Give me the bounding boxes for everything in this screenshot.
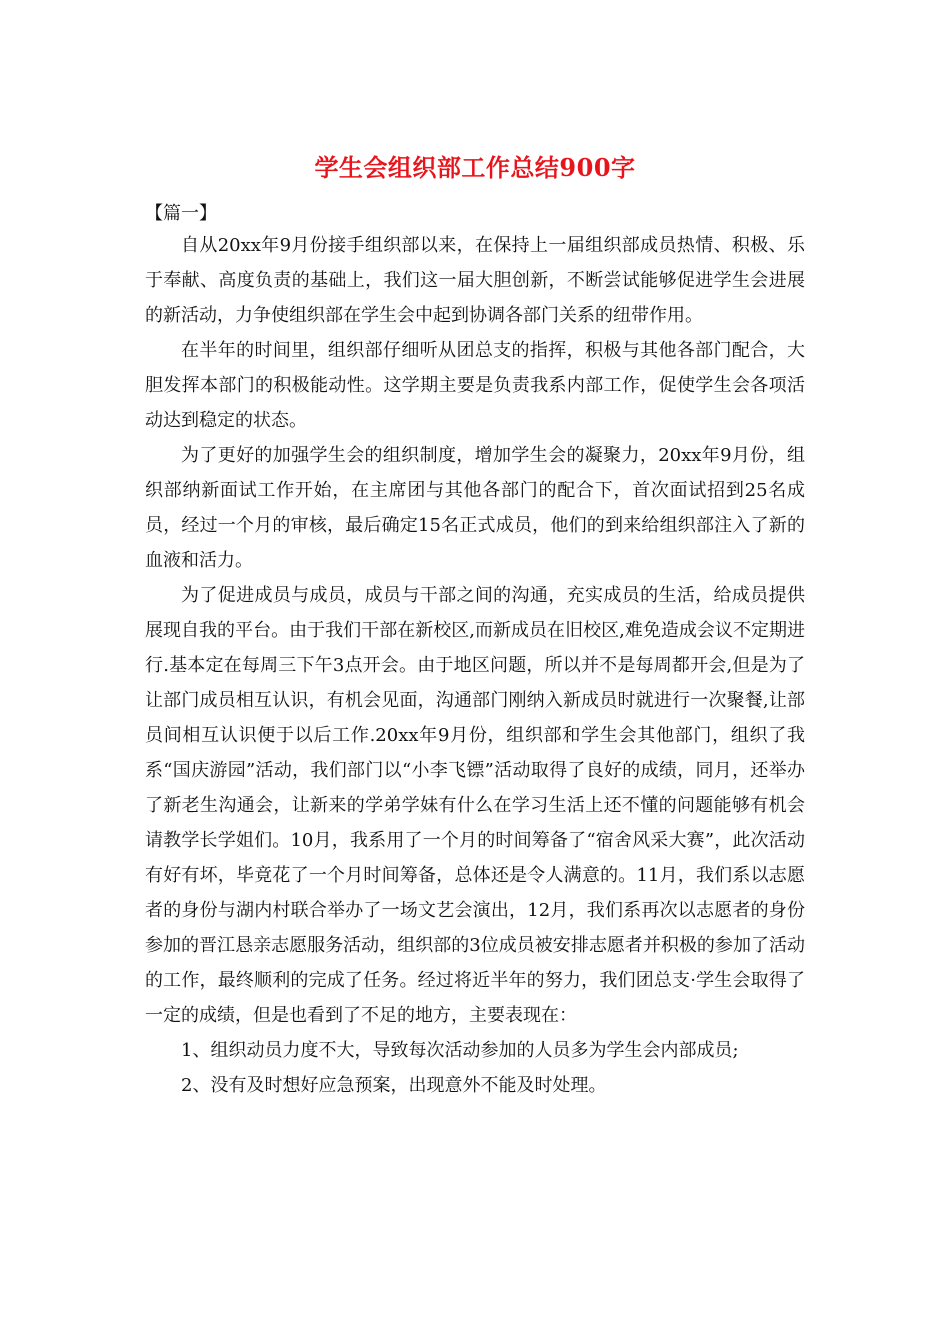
paragraph-1: 自从20xx年9月份接手组织部以来，在保持上一届组织部成员热情、积极、乐于奉献、高度负责的基础上，我们这一届大胆创新，不断尝试能够促进学生会进展的新活动，力争使组织部在学生会中起到协调各部门关系的纽带作用。: [145, 235, 805, 326]
paragraph-3: 为了更好的加强学生会的组织制度，增加学生会的凝聚力，20xx年9月份，组织部纳新面试工作开始，在主席团与其他各部门的配合下，首次面试招到25名成员，经过一个月的审核，最后确定15名正式成员，他们的到来给组织部注入了新的血液和活力。: [145, 445, 805, 571]
paragraph-2: 在半年的时间里，组织部仔细听从团总支的指挥，积极与其他各部门配合，大胆发挥本部门的积极能动性。这学期主要是负责我系内部工作，促使学生会各项活动达到稳定的状态。: [145, 340, 805, 431]
document-body: [145, 228, 805, 1103]
document-title: 学生会组织部工作总结900字: [314, 153, 636, 182]
paragraph-4: 为了促进成员与成员，成员与干部之间的沟通，充实成员的生活，给成员提供展现自我的平台。由于我们干部在新校区,而新成员在旧校区,难免造成会议不定期进行.基本定在每周三下午3点开会。由于地区问题，所以并不是每周都开会,但是为了让部门成员相互认识，有机会见面，沟通部门刚纳入新成员时就进行一次聚餐,让部员间相互认识便于以后工作.20xx年9月份，组织部和学生会其他部门，组织了我系“国庆游园”活动，我们部门以“小李飞镖”活动取得了良好的成绩，同月，还举办了新老生沟通会，让新来的学弟学妹有什么在学习生活上还不懂的问题能够有机会请教学长学姐们。10月，我系用了一个月的时间筹备了“宿舍风采大赛”，此次活动有好有坏，毕竟花了一个月时间筹备，总体还是令人满意的。11月，我们系以志愿者的身份与湖内村联合举办了一场文艺会演出，12月，我们系再次以志愿者的身份参加的晋江恳亲志愿服务活动，组织部的3位成员被安排志愿者并积极的参加了活动的工作，最终顺利的完成了任务。经过将近半年的努力，我们团总支·学生会取得了一定的成绩，但是也看到了不足的地方，主要表现在：: [145, 585, 805, 1026]
list-item-2: 2、没有及时想好应急预案，出现意外不能及时处理。: [181, 1075, 607, 1096]
list-item-1: 1、组织动员力度不大，导致每次活动参加的人员多为学生会内部成员;: [181, 1040, 739, 1061]
section-label: 【篇一】: [145, 203, 217, 224]
